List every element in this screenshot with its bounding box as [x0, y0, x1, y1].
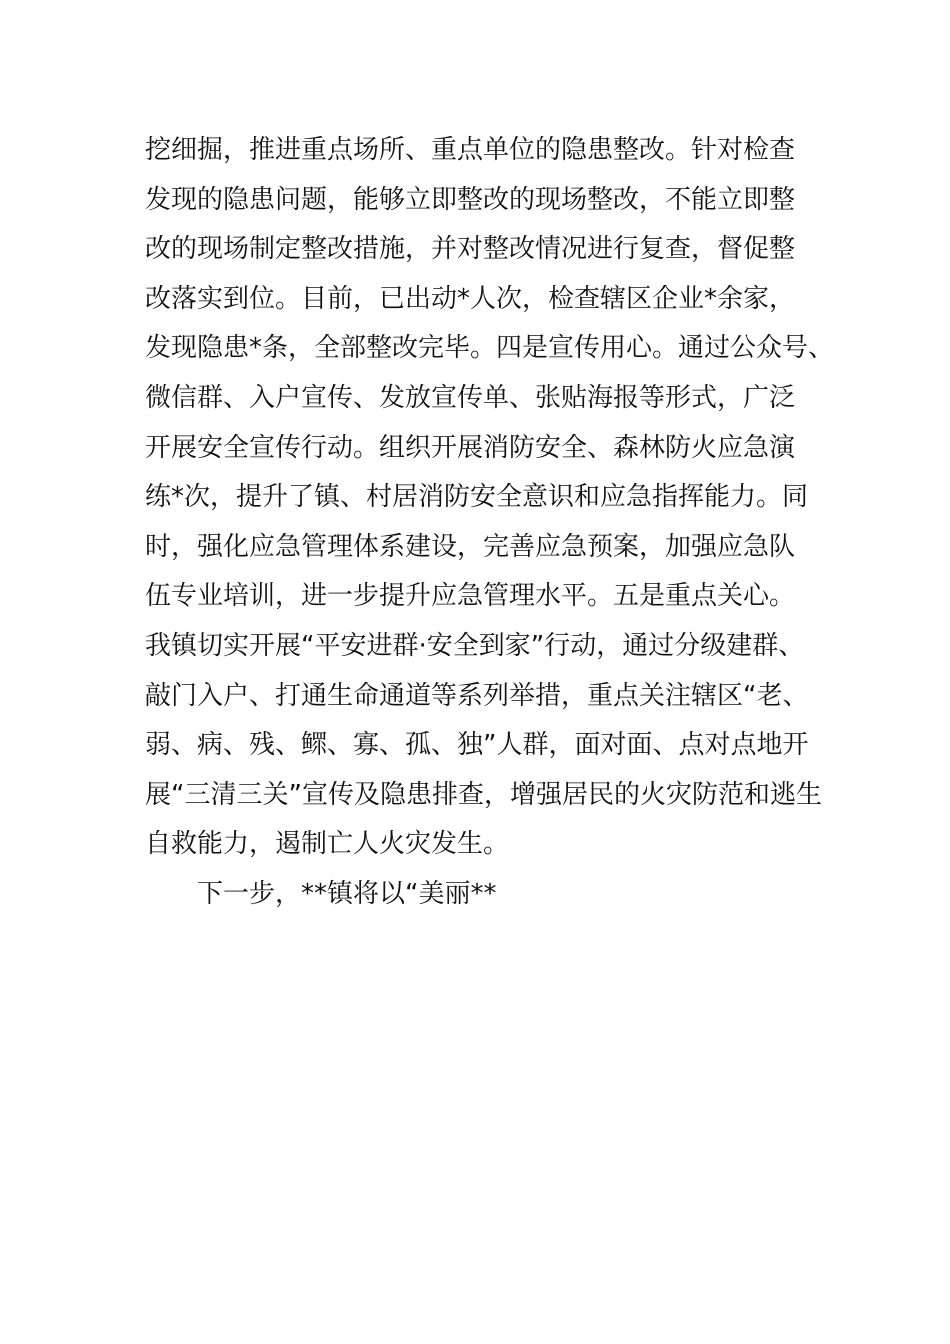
- text-line: 改的现场制定整改措施，并对整改情况进行复查，督促整: [145, 234, 796, 265]
- text-line: 改落实到位。目前，已出动*人次，检查辖区企业*余家，: [145, 283, 796, 314]
- text-line: 伍专业培训，进一步提升应急管理水平。五是重点关心。: [145, 581, 796, 612]
- text-line: 练*次，提升了镇、村居消防安全意识和应急指挥能力。同: [145, 482, 809, 513]
- text-line: 开展安全宣传行动。组织开展消防安全、森林防火应急演: [145, 432, 796, 463]
- text-line: 发现隐患*条，全部整改完毕。四是宣传用心。通过公众号、: [145, 333, 835, 364]
- body-text: [145, 126, 835, 920]
- text-line: 发现的隐患问题，能够立即整改的现场整改，不能立即整: [145, 184, 796, 215]
- text-line: 挖细掘，推进重点场所、重点单位的隐患整改。针对检查: [145, 135, 796, 165]
- text-line: 展“三清三关”宣传及隐患排查，增强居民的火灾防范和逃生: [145, 779, 822, 810]
- text-line: 时，强化应急管理体系建设，完善应急预案，加强应急队: [145, 531, 796, 562]
- text-line: 微信群、入户宣传、发放宣传单、张贴海报等形式，广泛: [145, 382, 796, 413]
- text-line: 我镇切实开展“平安进群·安全到家”行动，通过分级建群、: [145, 630, 805, 661]
- text-line: 敲门入户、打通生命通道等系列举措，重点关注辖区“老、: [145, 680, 809, 711]
- text-line: 弱、病、残、鳏、寡、孤、独”人群，面对面、点对点地开: [145, 730, 809, 761]
- paragraph-next-step: 下一步，**镇将以“美丽**: [197, 878, 497, 909]
- text-line: 自救能力，遏制亡人火灾发生。: [145, 829, 510, 860]
